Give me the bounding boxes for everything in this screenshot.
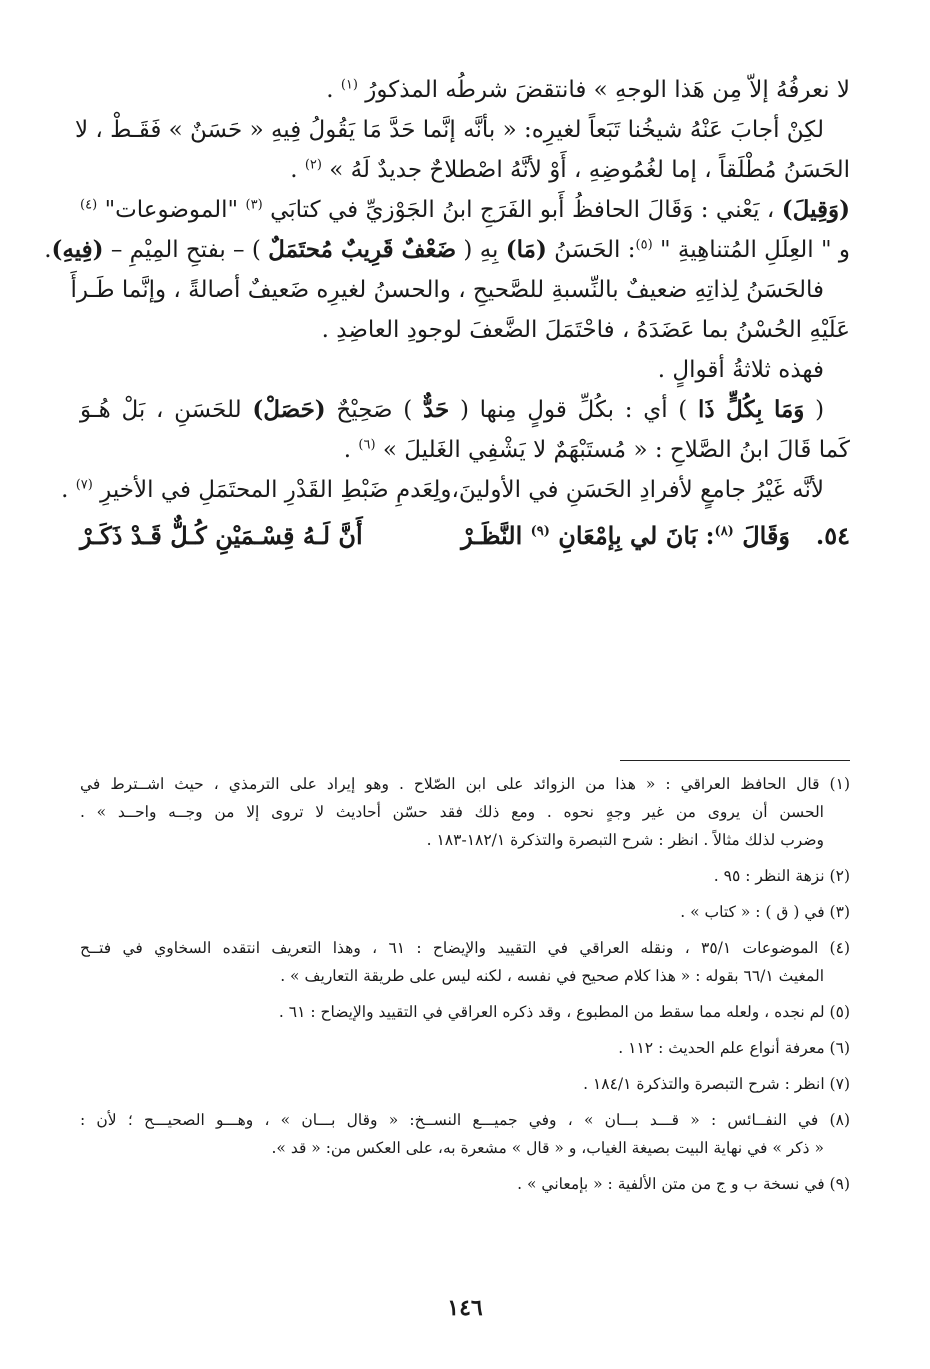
footnote-line: « ذكر » في نهاية البيت بصيغة الغياب، و « قال » مشعرة به، على العكس من: « قد ». — [271, 1139, 824, 1157]
matn-phrase: حَدٌّ — [422, 396, 450, 423]
text-segment: . — [290, 157, 298, 183]
text-segment: لكِنْ أجابَ عَنْهُ شيخُنا تَبَعاً لغيرِه: « بأنَّه إنَّما حَدَّ مَا يَقُولُ فِيهِ « حَسَنٌ » فَقَـطْ ، لا — [74, 117, 824, 143]
footnote-line: (٢) نزهة النظر : ٩٥ . — [713, 867, 850, 885]
footnote-ref[interactable]: (٨) — [714, 524, 734, 539]
footnote-line: وضرب لذلك مثالاً . انظر : شرح التبصرة والتذكرة ١٨٢/١-١٨٣ . — [426, 831, 824, 849]
text-segment: . — [61, 477, 69, 503]
text-segment: عَلَيْهِ الحُسْنُ بما عَضَدَهُ ، فاحْتَمَلَ الضَّعفَ لوجودِ العاضِدِ . — [321, 317, 850, 343]
text-line — [80, 430, 850, 470]
text-segment: ) صَحِيْحٌ — [336, 397, 413, 423]
verse-second-hemistich: أَنَّ لَـهُ قِسْـمَيْنِ كُـلٌّ قَـدْ ذَكَـرْ — [80, 521, 363, 550]
text-segment: الحَسَنُ مُطْلَقاً ، إما لغُمُوضِهِ ، أَوْ لأنَّهُ اصْطلاحٌ جديدٌ لَهُ » — [329, 157, 850, 183]
footnote-line: (٧) انظر : شرح التبصرة والتذكرة ١٨٤/١ . — [583, 1075, 850, 1093]
footnote-ref[interactable]: (١) — [340, 77, 358, 93]
matn-phrase: ضَعْفٌ قَرِيبٌ مُحتَمَلٌ — [268, 236, 457, 263]
footnote-ref[interactable]: (٤) — [80, 197, 98, 213]
footnote-ref[interactable]: (٦) — [358, 437, 376, 453]
matn-phrase: (حَصَلْ) — [252, 396, 326, 423]
text-segment: ، يَعْني : وَقَالَ الحافظُ أَبو الفَرَجِ ابنُ الجَوْزيِّ في كتابَي — [270, 197, 775, 223]
text-segment: ( — [815, 397, 825, 423]
text-segment: للحَسَنِ ، بَلْ هُـوَ — [80, 397, 242, 423]
text-segment: "الموضوعات" — [104, 197, 239, 223]
main-text — [44, 70, 850, 556]
text-line — [70, 270, 850, 310]
text-segment: بِهِ ( — [463, 237, 499, 263]
text-line — [80, 190, 850, 230]
text-segment: . — [44, 237, 52, 263]
footnote-ref[interactable]: (٩) — [530, 524, 550, 539]
matn-phrase: (فِيهِ) — [51, 236, 104, 263]
footnote-line: المغيث ٦٦/١ بقوله : « هذا كلام صحيح في نفسه ، لكنه ليس على طريقة التعاريف » . — [280, 967, 824, 985]
text-line — [80, 390, 850, 430]
page-number: ١٤٦ — [447, 1295, 483, 1321]
text-segment: و " العِلَلِ المُتناهِيةِ " — [659, 237, 850, 263]
footnote-line: (٩) في نسخة ب و ج من متن الألفية : « بإمعاني » . — [517, 1175, 850, 1193]
text-line — [74, 110, 850, 150]
text-segment: ) – بفتحِ المِيْمِ – — [110, 237, 261, 263]
verse-segment: : بَانَ لي بِإمْعَانِ — [558, 521, 715, 550]
footnote-ref[interactable]: (٣) — [245, 197, 263, 213]
text-segment: . — [326, 77, 334, 103]
text-segment: : الحَسَنُ — [554, 237, 636, 263]
footnote-line: الحسن أن يروى من غير وجهٍ نحوه . ومع ذلك فقد حسّن أحاديث لا تروى إلا من وجــه واحــد » . — [80, 803, 824, 821]
text-line — [80, 350, 850, 390]
text-line — [80, 310, 850, 350]
footnote-ref[interactable]: (٢) — [304, 157, 322, 173]
verse-line — [80, 516, 850, 556]
footnote-line: (١) قال الحافظ العراقي : « هذا من الزوائد على ابن الصّلاح . وهو إيراد على الترمذي ، حيث اشــترط في — [80, 775, 850, 793]
matn-phrase: وَمَا بِكُلٍّ ذَا — [698, 396, 805, 423]
matn-phrase: (مَا) — [505, 236, 547, 263]
verse-segment: النَّظَـرْ — [461, 521, 523, 550]
text-line — [80, 150, 850, 190]
verse-segment: وَقَالَ — [742, 521, 790, 550]
matn-phrase: (وَقِيلَ) — [781, 196, 850, 223]
text-segment: لا نعرفُهُ إلاّ مِن هَذا الوجهِ » فانتقضَ شرطُه المذكورُ — [365, 77, 850, 103]
text-line — [61, 470, 850, 510]
verse-number: ٥٤. — [815, 521, 850, 550]
book-page — [44, 70, 850, 1350]
footnote-ref[interactable]: (٥) — [635, 237, 653, 253]
footnote-line: (٣) في ( ق ) : « كتاب » . — [680, 903, 850, 921]
text-segment: فهذه ثلاثةُ أقوالٍ . — [657, 357, 824, 383]
text-segment: كَما قَالَ ابنُ الصَّلاحِ : « مُستَبْهَمٌ لا يَشْفِي الغَليلَ » — [382, 437, 850, 463]
text-segment: لأنَّه غَيْرُ جامعٍ لأفرادِ الحَسَنِ في الأولينَ،ولِعَدمِ ضَبْطِ القَدْرِ المحتَمَلِ في الأخيرِ — [100, 477, 824, 503]
text-segment: . — [343, 437, 352, 463]
text-line — [80, 70, 850, 110]
footnotes — [80, 770, 850, 1198]
footnote-line: (٤) الموضوعات ٣٥/١ ، ونقله العراقي في التقييد والإيضاح : ٦١ ، وهذا التعريف انتقده السخاوي في فتــح — [80, 939, 850, 957]
footnote-ref[interactable]: (٧) — [75, 477, 93, 493]
text-segment: ) أي : بكُلِّ قولٍ مِنها ( — [459, 397, 688, 423]
footnote-line: (٥) لم نجده ، ولعله مما سقط من المطبوع ، وقد ذكره العراقي في التقييد والإيضاح : ٦١ . — [278, 1003, 850, 1021]
footnote-line: (٨) في النفــائس : « قـــد بـــان » ، وفي جميـــع النســخ: « وقال بـــان » ، وهـــو الصحيـــح ؛ لأن : — [80, 1111, 850, 1129]
footnote-line: (٦) معرفة أنواع علم الحديث : ١١٢ . — [618, 1039, 850, 1057]
verse-first-hemistich — [461, 516, 790, 556]
text-segment: فالحَسَنُ لِذاتِهِ ضعيفٌ بالنِّسبةِ للصَّحيحِ ، والحسنُ لغيرِه ضَعيفٌ أصالةً ، وإنَّما طَـرأَ — [70, 277, 824, 303]
text-line — [44, 230, 850, 270]
